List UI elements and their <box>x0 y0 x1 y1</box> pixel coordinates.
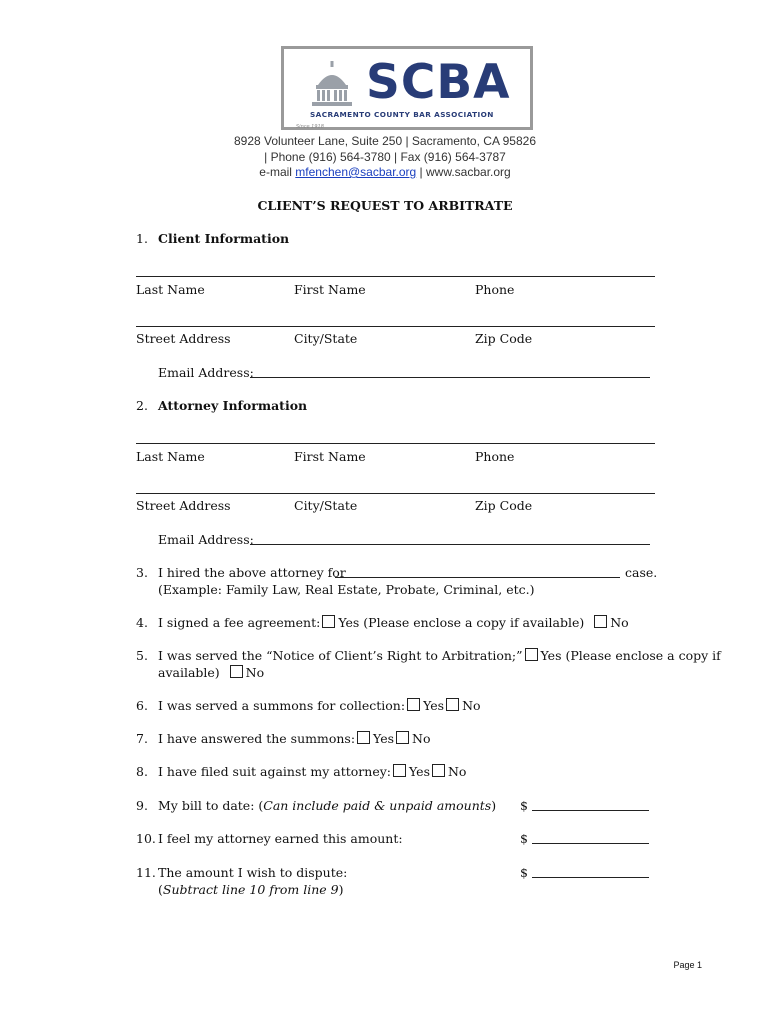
fee-agreement-no-checkbox[interactable] <box>594 615 607 628</box>
notice-served-no-checkbox[interactable] <box>230 665 243 678</box>
item-9-row <box>158 798 496 814</box>
section-2-number: 2. <box>136 398 148 413</box>
item-11-text: The amount I wish to dispute: <box>158 865 348 880</box>
item-3-text: I hired the above attorney for <box>158 565 346 580</box>
item-4-row <box>158 615 629 631</box>
client-city-state-label: City/State <box>294 331 358 346</box>
item-8-no-label: No <box>447 764 467 779</box>
logo-since: Since 1918 <box>296 124 324 130</box>
section-1-number: 1. <box>136 231 148 246</box>
logo-subtitle: SACRAMENTO COUNTY BAR ASSOCIATION <box>310 110 494 119</box>
item-6-text: I was served a summons for collection: <box>158 698 406 713</box>
client-address-line[interactable] <box>136 326 655 327</box>
summons-answered-yes-checkbox[interactable] <box>357 731 370 744</box>
item-4-number: 4. <box>136 615 148 630</box>
item-7-number: 7. <box>136 731 148 746</box>
email-link[interactable]: mfenchen@sacbar.org <box>295 165 417 179</box>
item-7-text: I have answered the summons: <box>158 731 356 746</box>
summons-served-no-checkbox[interactable] <box>446 698 459 711</box>
item-10-text: I feel my attorney earned this amount: <box>158 831 403 846</box>
item-7-yes-label: Yes <box>373 731 395 746</box>
item-8-text: I have filed suit against my attorney: <box>158 764 391 779</box>
attorney-street-label: Street Address <box>136 498 231 513</box>
item-5-row <box>158 648 721 664</box>
bill-amount-line[interactable] <box>532 810 649 811</box>
item-4-text: I signed a fee agreement: <box>158 615 321 630</box>
item-8-row <box>158 764 466 780</box>
earned-amount-line[interactable] <box>532 843 649 844</box>
attorney-address-line[interactable] <box>136 493 655 494</box>
client-first-name-label: First Name <box>294 282 366 297</box>
page-number: Page 1 <box>673 960 702 970</box>
client-zip-label: Zip Code <box>475 331 533 346</box>
dispute-amount-line[interactable] <box>532 877 649 878</box>
item-3-number: 3. <box>136 565 148 580</box>
attorney-first-name-label: First Name <box>294 449 366 464</box>
item-6-no-label: No <box>462 698 481 713</box>
logo-wordmark: SCBA <box>366 55 511 110</box>
email-line <box>0 165 770 180</box>
phone-line: | Phone (916) 564-3780 | Fax (916) 564-3787 <box>264 150 506 164</box>
item-11-sub-italic: Subtract line 10 from line 9 <box>162 882 339 897</box>
item-5-row-cont <box>158 665 264 681</box>
item-6-yes-label: Yes <box>423 698 445 713</box>
attorney-city-state-label: City/State <box>294 498 358 513</box>
item-7-row <box>158 731 430 747</box>
section-2-heading: Attorney Information <box>158 398 308 413</box>
item-9-italic-note: Can include paid & unpaid amounts <box>263 798 492 813</box>
client-email-label: Email Address: <box>158 365 254 380</box>
capitol-dome-icon <box>308 61 356 111</box>
item-5-yes-label: Yes (Please enclose a copy if <box>540 648 721 663</box>
attorney-name-line[interactable] <box>136 443 655 444</box>
client-last-name-label: Last Name <box>136 282 205 297</box>
website-text: | www.sacbar.org <box>416 165 511 179</box>
item-3-suffix: case. <box>625 565 658 580</box>
notice-served-yes-checkbox[interactable] <box>525 648 538 661</box>
item-8-number: 8. <box>136 764 148 779</box>
item-10-currency: $ <box>520 831 528 846</box>
item-9-currency: $ <box>520 798 528 813</box>
item-9-close: ) <box>491 798 497 813</box>
filed-suit-no-checkbox[interactable] <box>432 764 445 777</box>
item-11-sub-close: ) <box>338 882 344 897</box>
item-11-sub-open: ( <box>158 882 163 897</box>
attorney-email-label: Email Address: <box>158 532 254 547</box>
item-7-no-label: No <box>412 731 431 746</box>
item-11-number: 11. <box>136 865 156 880</box>
item-11-currency: $ <box>520 865 528 880</box>
attorney-email-line[interactable] <box>250 544 650 545</box>
summons-served-yes-checkbox[interactable] <box>407 698 420 711</box>
filed-suit-yes-checkbox[interactable] <box>393 764 406 777</box>
item-5-number: 5. <box>136 648 148 663</box>
summons-answered-no-checkbox[interactable] <box>396 731 409 744</box>
scba-logo <box>281 46 533 130</box>
address-line: 8928 Volunteer Lane, Suite 250 | Sacramento, CA 95826 <box>233 134 536 148</box>
item-11-sub-row <box>158 882 343 898</box>
client-street-label: Street Address <box>136 331 231 346</box>
item-6-row <box>158 698 481 714</box>
item-4-yes-label: Yes (Please enclose a copy if available) <box>338 615 585 630</box>
attorney-last-name-label: Last Name <box>136 449 205 464</box>
form-title: CLIENT’S REQUEST TO ARBITRATE <box>257 198 513 213</box>
attorney-phone-label: Phone <box>475 449 515 464</box>
attorney-zip-label: Zip Code <box>475 498 533 513</box>
item-3-example: (Example: Family Law, Real Estate, Probate, Criminal, etc.) <box>158 582 535 597</box>
client-phone-label: Phone <box>475 282 515 297</box>
item-8-yes-label: Yes <box>409 764 430 779</box>
case-type-line[interactable] <box>335 577 620 578</box>
client-name-line[interactable] <box>136 276 655 277</box>
item-5-no-label: No <box>245 665 265 680</box>
item-5-yes-label-cont: available) <box>158 665 220 680</box>
fee-agreement-yes-checkbox[interactable] <box>322 615 335 628</box>
item-9-number: 9. <box>136 798 148 813</box>
section-1-heading: Client Information <box>158 231 290 246</box>
client-email-line[interactable] <box>250 377 650 378</box>
item-9-text: My bill to date: ( <box>158 798 264 813</box>
email-prefix: e-mail <box>259 165 296 179</box>
item-10-number: 10. <box>136 831 156 846</box>
item-6-number: 6. <box>136 698 148 713</box>
item-5-text: I was served the “Notice of Client’s Right to Arbitration;” <box>158 648 523 663</box>
item-4-no-label: No <box>610 615 629 630</box>
